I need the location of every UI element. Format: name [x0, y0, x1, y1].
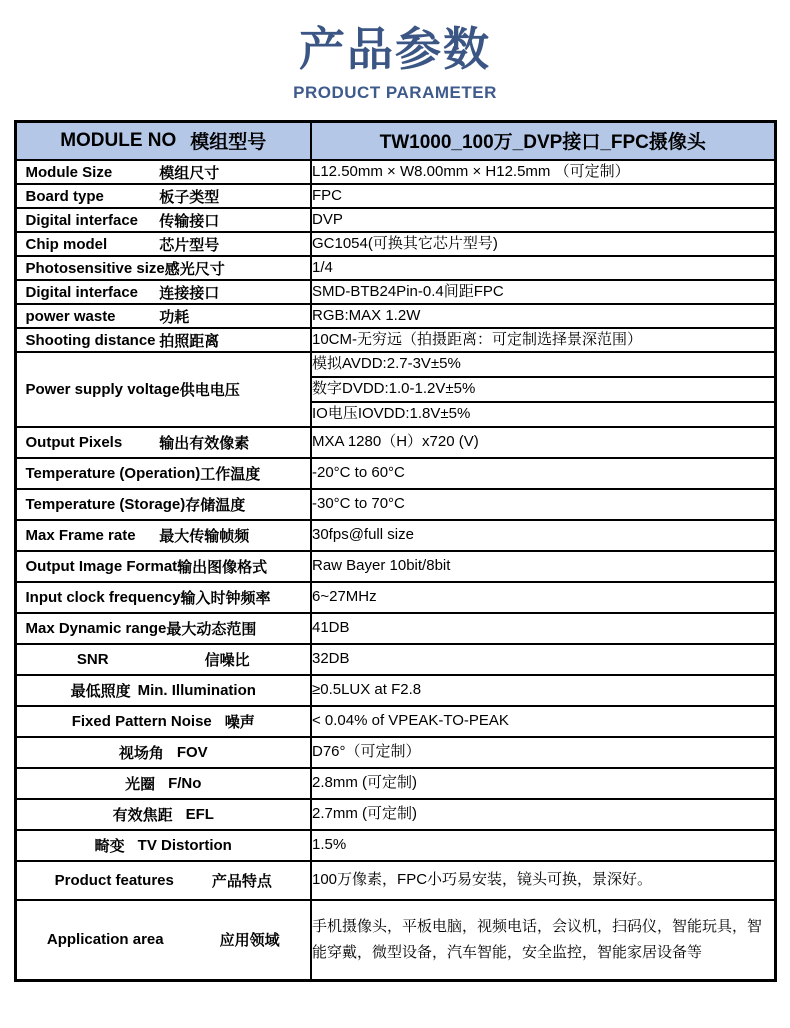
row-label-zh: 芯片型号 — [159, 236, 220, 254]
row-label-zh: 输出图像格式 — [177, 559, 268, 577]
table-row-fov — [15, 737, 775, 768]
row-label — [15, 900, 311, 980]
row-label — [15, 160, 311, 184]
row-value: 手机摄像头，平板电脑，视频电话，会议机，扫码仪，智能玩具，智能穿戴，微型设备，汽车智能，安全监控，智能家居设备等 — [311, 900, 775, 980]
row-label-en: Chip model — [25, 235, 108, 253]
row-label-zh: 最低照度 — [70, 683, 131, 701]
row-value: 1.5% — [311, 830, 775, 861]
row-label — [15, 328, 311, 352]
page-subtitle: PRODUCT PARAMETER — [293, 82, 497, 102]
row-label-zh: 板子类型 — [159, 188, 220, 206]
row-label — [15, 830, 311, 861]
header-label-en: MODULE NO — [60, 129, 177, 151]
table-row-input-clock-frequency — [15, 582, 775, 613]
table-row-connect-interface — [15, 280, 775, 304]
row-label-zh: 最大传输帧频 — [159, 528, 250, 546]
row-label — [15, 489, 311, 520]
row-label-en: F/No — [168, 775, 202, 793]
row-label-zh: 畸变 — [94, 838, 125, 856]
row-label-en: TV Distortion — [137, 837, 232, 855]
row-label-en: Input clock frequency — [25, 589, 181, 607]
row-label-zh: 模组尺寸 — [159, 164, 220, 182]
row-label-zh: 供电电压 — [179, 382, 240, 400]
row-label-zh: 输入时钟频率 — [180, 590, 271, 608]
table-row-tv-distortion — [15, 830, 775, 861]
table-row-fixed-pattern-noise — [15, 706, 775, 737]
row-label — [15, 706, 311, 737]
table-row-photosensitive-size — [15, 256, 775, 280]
row-label — [15, 458, 311, 489]
row-label-zh: 应用领域 — [219, 932, 280, 950]
header-module-no-cell — [15, 121, 311, 160]
row-value: 30fps@full size — [311, 520, 775, 551]
row-label-en: FOV — [176, 744, 208, 762]
row-label-zh: 感光尺寸 — [164, 260, 225, 278]
page-title: 产品参数 — [299, 23, 491, 75]
table-row-snr — [15, 644, 775, 675]
row-label-en: Output Pixels — [25, 434, 123, 452]
row-label — [15, 232, 311, 256]
row-label — [15, 184, 311, 208]
table-row-max-dynamic-range — [15, 613, 775, 644]
row-label — [15, 520, 311, 551]
row-label-zh: 传输接口 — [159, 212, 220, 230]
row-label-en: Min. Illumination — [137, 682, 256, 700]
header-model-name-cell: TW1000_100万_DVP接口_FPC摄像头 — [311, 121, 775, 160]
row-label — [15, 799, 311, 830]
table-row-product-features — [15, 861, 775, 900]
table-row-output-pixels — [15, 427, 775, 458]
product-parameter-table — [14, 120, 777, 982]
row-label-zh: 存储温度 — [185, 497, 246, 515]
row-label — [15, 737, 311, 768]
row-label — [15, 644, 311, 675]
table-row-power-supply-voltage — [15, 352, 775, 377]
row-label — [15, 208, 311, 232]
row-label-zh: 产品特点 — [211, 873, 272, 891]
row-value: 41DB — [311, 613, 775, 644]
row-value: L12.50mm × W8.00mm × H12.5mm （可定制） — [311, 160, 775, 184]
row-label-en: Fixed Pattern Noise — [71, 713, 212, 731]
row-label-en: power waste — [25, 307, 116, 325]
row-label — [15, 861, 311, 900]
row-label — [15, 352, 311, 427]
table-row-board-type — [15, 184, 775, 208]
row-label-en: SNR — [76, 651, 109, 669]
row-label — [15, 427, 311, 458]
table-row-min-illumination — [15, 675, 775, 706]
table-row-temperature-operation — [15, 458, 775, 489]
row-label — [15, 675, 311, 706]
table-row-temperature-storage — [15, 489, 775, 520]
row-value: 6~27MHz — [311, 582, 775, 613]
row-label-zh: 光圈 — [125, 776, 156, 794]
row-label-en: EFL — [185, 806, 214, 824]
row-label-zh: 输出有效像素 — [159, 435, 250, 453]
row-value: < 0.04% of VPEAK-TO-PEAK — [311, 706, 775, 737]
row-value-dvdd: 数字DVDD:1.0-1.2V±5% — [311, 377, 775, 402]
row-label — [15, 551, 311, 582]
row-label-zh: 噪声 — [224, 714, 255, 732]
row-value: 10CM-无穷远（拍摄距离：可定制选择景深范围） — [311, 328, 775, 352]
row-value: 1/4 — [311, 256, 775, 280]
row-label-zh: 有效焦距 — [112, 807, 173, 825]
table-row-application-area — [15, 900, 775, 980]
row-label-en: Product features — [54, 872, 174, 890]
row-label-en: Digital interface — [25, 211, 139, 229]
row-label-en: Shooting distance — [25, 331, 156, 349]
table-row-digital-interface — [15, 208, 775, 232]
row-label-en: Max Frame rate — [25, 527, 136, 545]
row-label-zh: 最大动态范围 — [166, 621, 257, 639]
row-label-en: Power supply voltage — [25, 381, 180, 399]
row-label-zh: 拍照距离 — [159, 332, 220, 350]
row-label-zh: 连接接口 — [159, 284, 220, 302]
row-value: SMD-BTB24Pin-0.4间距FPC — [311, 280, 775, 304]
row-label-en: Photosensitive size — [25, 259, 165, 277]
row-value: Raw Bayer 10bit/8bit — [311, 551, 775, 582]
row-label-en: Temperature (Storage) — [25, 496, 186, 514]
row-value: ≥0.5LUX at F2.8 — [311, 675, 775, 706]
row-label — [15, 256, 311, 280]
row-value: FPC — [311, 184, 775, 208]
row-value: 2.8mm (可定制) — [311, 768, 775, 799]
row-value: 100万像素，FPC小巧易安装，镜头可换，景深好。 — [311, 861, 775, 900]
table-row-shooting-distance — [15, 328, 775, 352]
table-header-row — [15, 121, 775, 160]
row-value: RGB:MAX 1.2W — [311, 304, 775, 328]
row-label — [15, 304, 311, 328]
row-label-zh: 功耗 — [159, 308, 190, 326]
row-value: DVP — [311, 208, 775, 232]
table-row-power-waste — [15, 304, 775, 328]
table-row-max-frame-rate — [15, 520, 775, 551]
row-label-zh: 工作温度 — [200, 466, 261, 484]
row-value: 32DB — [311, 644, 775, 675]
row-label — [15, 768, 311, 799]
row-label-en: Digital interface — [25, 283, 139, 301]
row-label-zh: 信噪比 — [204, 652, 250, 670]
table-row-output-image-format — [15, 551, 775, 582]
row-label-en: Output Image Format — [25, 558, 178, 576]
row-label-en: Temperature (Operation) — [25, 465, 201, 483]
table-row-module-size — [15, 160, 775, 184]
table-row-chip-model — [15, 232, 775, 256]
row-value: GC1054(可换其它芯片型号) — [311, 232, 775, 256]
row-label-en: Board type — [25, 187, 104, 205]
table-row-aperture — [15, 768, 775, 799]
row-label-en: Application area — [46, 931, 164, 949]
row-value: -30°C to 70°C — [311, 489, 775, 520]
page-header — [0, 0, 790, 103]
header-label-zh: 模组型号 — [190, 132, 267, 154]
row-value: 2.7mm (可定制) — [311, 799, 775, 830]
row-value: MXA 1280（H）x720 (V) — [311, 427, 775, 458]
row-label — [15, 280, 311, 304]
row-label-en: Module Size — [25, 163, 113, 181]
row-value-avdd: 模拟AVDD:2.7-3V±5% — [311, 352, 775, 377]
row-value-iovdd: IO电压IOVDD:1.8V±5% — [311, 402, 775, 427]
row-label-zh: 视场角 — [118, 745, 164, 763]
table-row-efl — [15, 799, 775, 830]
row-value: -20°C to 60°C — [311, 458, 775, 489]
row-label — [15, 582, 311, 613]
row-label — [15, 613, 311, 644]
row-value: D76°（可定制） — [311, 737, 775, 768]
row-label-en: Max Dynamic range — [25, 620, 167, 638]
